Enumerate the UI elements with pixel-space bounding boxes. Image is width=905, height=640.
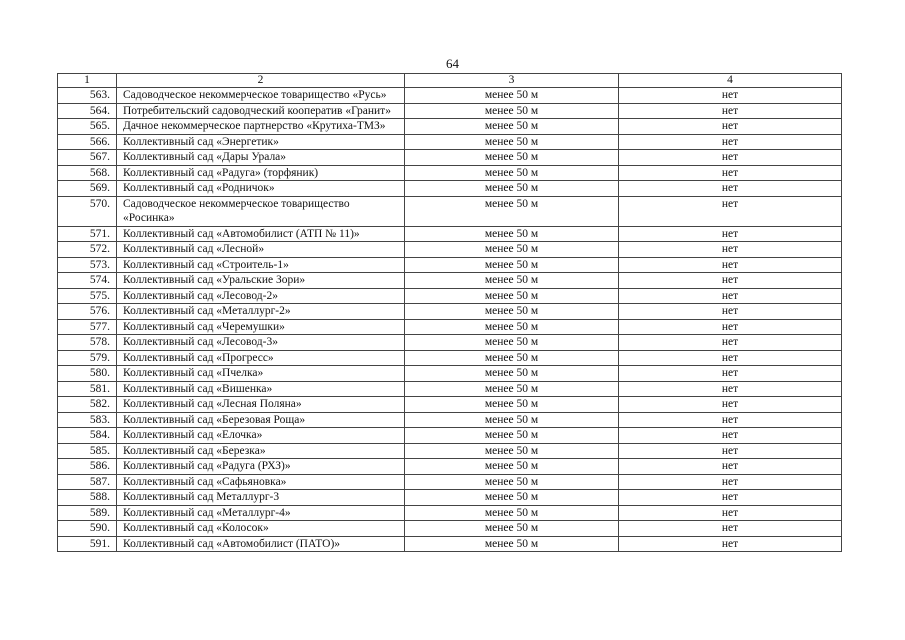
row-number: 587.	[58, 474, 117, 490]
row-value: нет	[619, 536, 842, 552]
row-number: 586.	[58, 459, 117, 475]
row-distance: менее 50 м	[405, 397, 619, 413]
row-name: Садоводческое некоммерческое товарищество «Русь»	[117, 88, 405, 104]
row-name: Коллективный сад Металлург-3	[117, 490, 405, 506]
row-name: Коллективный сад «Лесовод-2»	[117, 288, 405, 304]
row-distance: менее 50 м	[405, 103, 619, 119]
row-number: 590.	[58, 521, 117, 537]
row-number: 563.	[58, 88, 117, 104]
row-name: Коллективный сад «Автомобилист (АТП № 11)»	[117, 226, 405, 242]
row-distance: менее 50 м	[405, 490, 619, 506]
table-row	[58, 88, 842, 104]
row-value: нет	[619, 242, 842, 258]
row-number: 589.	[58, 505, 117, 521]
row-number: 588.	[58, 490, 117, 506]
row-number: 579.	[58, 350, 117, 366]
table-row	[58, 443, 842, 459]
row-name: Садоводческое некоммерческое товарищество «Росинка»	[117, 196, 405, 226]
row-distance: менее 50 м	[405, 165, 619, 181]
row-distance: менее 50 м	[405, 412, 619, 428]
row-distance: менее 50 м	[405, 119, 619, 135]
row-distance: менее 50 м	[405, 474, 619, 490]
row-number: 583.	[58, 412, 117, 428]
row-value: нет	[619, 226, 842, 242]
row-value: нет	[619, 521, 842, 537]
row-distance: менее 50 м	[405, 335, 619, 351]
table-row	[58, 412, 842, 428]
row-number: 571.	[58, 226, 117, 242]
row-name: Коллективный сад «Березка»	[117, 443, 405, 459]
row-value: нет	[619, 366, 842, 382]
row-value: нет	[619, 150, 842, 166]
row-name: Коллективный сад «Металлург-4»	[117, 505, 405, 521]
row-number: 572.	[58, 242, 117, 258]
row-number: 575.	[58, 288, 117, 304]
table-row	[58, 181, 842, 197]
row-name: Коллективный сад «Радуга» (торфяник)	[117, 165, 405, 181]
table-row	[58, 226, 842, 242]
table-row	[58, 505, 842, 521]
row-value: нет	[619, 273, 842, 289]
table-row	[58, 459, 842, 475]
row-number: 591.	[58, 536, 117, 552]
row-value: нет	[619, 428, 842, 444]
column-header-3: 3	[405, 74, 619, 88]
row-name: Коллективный сад «Лесовод-3»	[117, 335, 405, 351]
table-row	[58, 428, 842, 444]
row-distance: менее 50 м	[405, 505, 619, 521]
row-name: Коллективный сад «Черемушки»	[117, 319, 405, 335]
row-name: Коллективный сад «Лесная Поляна»	[117, 397, 405, 413]
row-number: 582.	[58, 397, 117, 413]
table-row	[58, 335, 842, 351]
table-row	[58, 165, 842, 181]
row-value: нет	[619, 196, 842, 226]
row-distance: менее 50 м	[405, 226, 619, 242]
row-number: 578.	[58, 335, 117, 351]
table-row	[58, 521, 842, 537]
row-distance: менее 50 м	[405, 521, 619, 537]
row-name: Коллективный сад «Колосок»	[117, 521, 405, 537]
table-row	[58, 196, 842, 226]
row-name: Коллективный сад «Металлург-2»	[117, 304, 405, 320]
table-row	[58, 366, 842, 382]
row-number: 585.	[58, 443, 117, 459]
column-header-4: 4	[619, 74, 842, 88]
row-name: Дачное некоммерческое партнерство «Крутиха-ТМЗ»	[117, 119, 405, 135]
row-value: нет	[619, 459, 842, 475]
row-distance: менее 50 м	[405, 443, 619, 459]
row-value: нет	[619, 505, 842, 521]
table-row	[58, 150, 842, 166]
row-value: нет	[619, 257, 842, 273]
row-number: 584.	[58, 428, 117, 444]
row-distance: менее 50 м	[405, 536, 619, 552]
row-value: нет	[619, 304, 842, 320]
table-row	[58, 490, 842, 506]
row-number: 564.	[58, 103, 117, 119]
row-name: Коллективный сад «Автомобилист (ПАТО)»	[117, 536, 405, 552]
table-row	[58, 119, 842, 135]
table-row	[58, 288, 842, 304]
column-header-2: 2	[117, 74, 405, 88]
header-row	[58, 74, 842, 88]
row-distance: менее 50 м	[405, 319, 619, 335]
row-distance: менее 50 м	[405, 273, 619, 289]
row-value: нет	[619, 88, 842, 104]
row-value: нет	[619, 350, 842, 366]
table-body	[58, 88, 842, 552]
row-distance: менее 50 м	[405, 366, 619, 382]
row-name: Коллективный сад «Лесной»	[117, 242, 405, 258]
row-name: Коллективный сад «Родничок»	[117, 181, 405, 197]
row-distance: менее 50 м	[405, 242, 619, 258]
table-row	[58, 134, 842, 150]
row-number: 576.	[58, 304, 117, 320]
row-name: Коллективный сад «Радуга (РХЗ)»	[117, 459, 405, 475]
table-row	[58, 304, 842, 320]
row-name: Коллективный сад «Энергетик»	[117, 134, 405, 150]
table-row	[58, 257, 842, 273]
row-value: нет	[619, 103, 842, 119]
row-distance: менее 50 м	[405, 181, 619, 197]
register-table	[57, 73, 842, 552]
table-row	[58, 474, 842, 490]
table-row	[58, 350, 842, 366]
table-row	[58, 103, 842, 119]
row-number: 567.	[58, 150, 117, 166]
table-row	[58, 273, 842, 289]
row-distance: менее 50 м	[405, 134, 619, 150]
row-distance: менее 50 м	[405, 381, 619, 397]
row-name: Потребительский садоводческий кооператив «Гранит»	[117, 103, 405, 119]
row-number: 566.	[58, 134, 117, 150]
row-number: 580.	[58, 366, 117, 382]
row-value: нет	[619, 474, 842, 490]
column-header-1: 1	[58, 74, 117, 88]
row-value: нет	[619, 119, 842, 135]
row-name: Коллективный сад «Елочка»	[117, 428, 405, 444]
row-distance: менее 50 м	[405, 350, 619, 366]
row-value: нет	[619, 335, 842, 351]
row-number: 570.	[58, 196, 117, 226]
row-name: Коллективный сад «Уральские Зори»	[117, 273, 405, 289]
row-value: нет	[619, 412, 842, 428]
table-row	[58, 536, 842, 552]
row-name: Коллективный сад «Вишенка»	[117, 381, 405, 397]
row-name: Коллективный сад «Прогресс»	[117, 350, 405, 366]
row-number: 568.	[58, 165, 117, 181]
row-name: Коллективный сад «Березовая Роща»	[117, 412, 405, 428]
row-distance: менее 50 м	[405, 88, 619, 104]
row-distance: менее 50 м	[405, 257, 619, 273]
row-name: Коллективный сад «Строитель-1»	[117, 257, 405, 273]
row-distance: менее 50 м	[405, 150, 619, 166]
row-value: нет	[619, 288, 842, 304]
table-row	[58, 242, 842, 258]
row-value: нет	[619, 443, 842, 459]
row-distance: менее 50 м	[405, 459, 619, 475]
page-number: 64	[446, 56, 459, 71]
row-value: нет	[619, 397, 842, 413]
row-number: 581.	[58, 381, 117, 397]
row-value: нет	[619, 381, 842, 397]
row-name: Коллективный сад «Сафьяновка»	[117, 474, 405, 490]
row-number: 574.	[58, 273, 117, 289]
table-row	[58, 319, 842, 335]
table-row	[58, 381, 842, 397]
row-value: нет	[619, 134, 842, 150]
table-row	[58, 397, 842, 413]
row-distance: менее 50 м	[405, 304, 619, 320]
row-number: 565.	[58, 119, 117, 135]
row-value: нет	[619, 165, 842, 181]
row-value: нет	[619, 490, 842, 506]
row-number: 569.	[58, 181, 117, 197]
row-value: нет	[619, 319, 842, 335]
row-number: 577.	[58, 319, 117, 335]
row-distance: менее 50 м	[405, 428, 619, 444]
row-name: Коллективный сад «Дары Урала»	[117, 150, 405, 166]
row-number: 573.	[58, 257, 117, 273]
row-value: нет	[619, 181, 842, 197]
row-distance: менее 50 м	[405, 196, 619, 226]
row-name: Коллективный сад «Пчелка»	[117, 366, 405, 382]
row-distance: менее 50 м	[405, 288, 619, 304]
